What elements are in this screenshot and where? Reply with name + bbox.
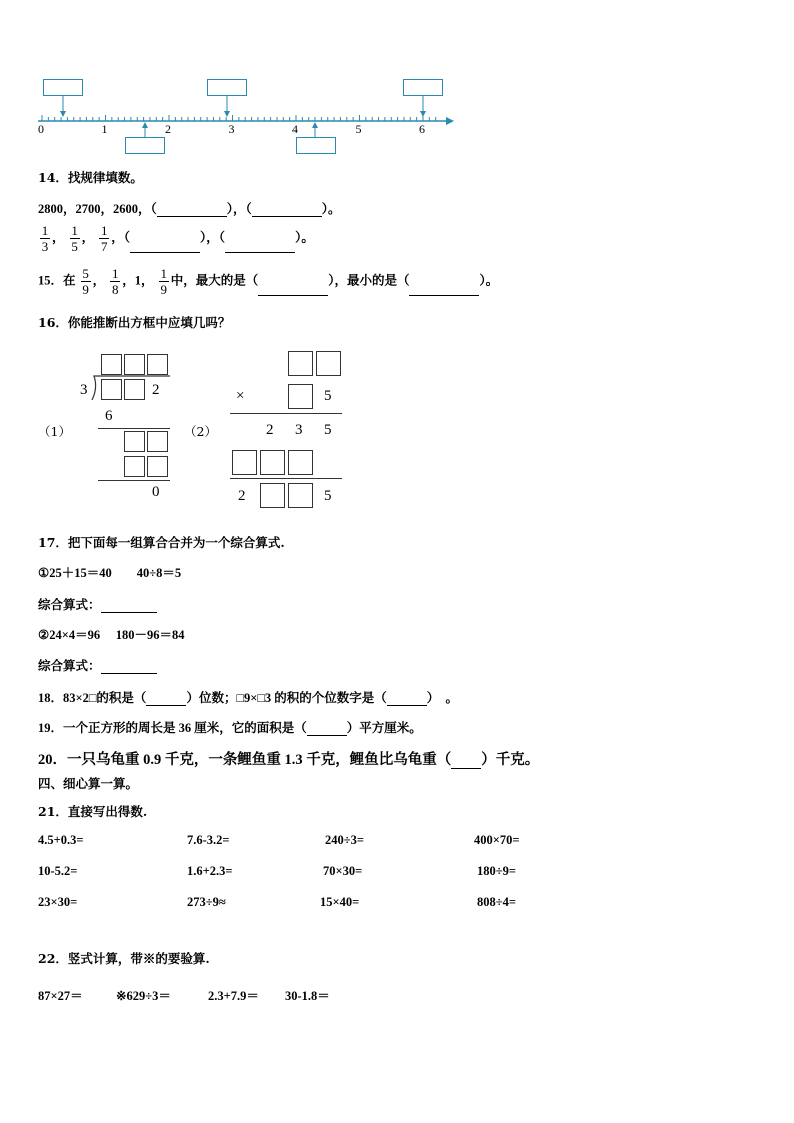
q14-blank-2[interactable]: [252, 216, 322, 217]
q15-frac-1: $\frac{5}{9}$: [82, 266, 89, 297]
number-line-label-6: 6: [419, 122, 425, 136]
q18-line: 18．83×2□的积是（ ）位数；□9×□3 的积的个位数字是（ ） 。: [38, 691, 459, 705]
q16-multiplication-puzzle: [180, 340, 380, 510]
remainder-box-1[interactable]: [124, 431, 145, 452]
q14-frac-3: $\frac{1}{7}$: [101, 223, 108, 254]
q20-line: 20．一只乌龟重 0.9 千克，一条鲤鱼重 1.3 千克，鲤鱼比乌龟重（ ）千克。: [38, 752, 540, 768]
q21-cell-2-3: 70×30=: [323, 864, 363, 878]
q21-cell-1-3: 240÷3=: [325, 833, 364, 847]
result-digit-5: 5: [324, 488, 332, 504]
divisor-digit: 3: [80, 382, 88, 398]
q14-frac-1: $\frac{1}{3}$: [41, 223, 49, 254]
answer-box-d[interactable]: [296, 137, 336, 154]
q17-label-2: 综合算式：: [38, 658, 101, 673]
number-line-figure: [0, 70, 794, 160]
q14-blank-3[interactable]: [130, 252, 200, 253]
q21-title: 21．直接写出得数.: [38, 804, 148, 819]
partial-digit-5: 5: [324, 422, 332, 438]
partial2-box-3[interactable]: [288, 450, 313, 475]
mul-second-digit-5: 5: [324, 388, 332, 404]
number-line-label-3: 3: [228, 122, 235, 136]
number-line-label-4: 4: [292, 122, 298, 136]
q14-row1-text: 2800，2700，2600，（: [38, 202, 157, 216]
number-line-label-2: 2: [165, 122, 171, 136]
q18-blank-2[interactable]: [387, 705, 427, 706]
q22-item-1: 87×27＝: [38, 989, 83, 1003]
subtract-box-1[interactable]: [124, 456, 145, 477]
final-remainder-0: 0: [152, 484, 160, 500]
partial2-box-1[interactable]: [232, 450, 257, 475]
q14-blank-4[interactable]: [225, 252, 295, 253]
q15-blank-min[interactable]: [409, 295, 479, 296]
q14-title: 14．找规律填数。: [38, 170, 143, 185]
q17-title: 17．把下面每一组算合合并为一个综合算式.: [38, 535, 285, 550]
q14-blank-1[interactable]: [157, 216, 227, 217]
mul-top-box-1[interactable]: [288, 351, 313, 376]
dividend-box-2[interactable]: [124, 379, 145, 400]
q15-blank-max[interactable]: [258, 295, 328, 296]
result-box-2[interactable]: [288, 483, 313, 508]
q14-row1: 2800，2700，2600，（ ），（ ）。: [38, 202, 341, 216]
division-line-2: [98, 480, 170, 481]
number-line-label-0: 0: [38, 122, 44, 136]
q17-answer-2: [38, 656, 157, 674]
q16-label-2: （2）: [184, 424, 217, 439]
quotient-box-3[interactable]: [147, 354, 168, 375]
q15-line: 15．在 $\frac{5}{9}$ ， $\frac{1}{8}$ ，1， $\frac{1}{9}$ 中，最大的是（ ），最小的是（ ）。: [38, 266, 499, 297]
number-line-svg: [0, 70, 794, 160]
q22-item-4: 30-1.8＝: [285, 989, 330, 1003]
q18-blank-1[interactable]: [146, 705, 186, 706]
q21-cell-2-4: 180÷9=: [477, 864, 516, 878]
q15-frac-2: $\frac{1}{8}$: [112, 266, 119, 297]
q21-cell-1-4: 400×70=: [474, 833, 520, 847]
q17-blank-1[interactable]: [101, 612, 157, 613]
dividend-box-1[interactable]: [101, 379, 122, 400]
q17-label-1: 综合算式：: [38, 597, 101, 612]
q20-blank[interactable]: [451, 768, 481, 769]
partial-digit-6: 6: [105, 408, 113, 424]
q17-line-2: ②24×4＝96 180－96＝84: [38, 628, 185, 642]
q21-cell-3-1: 23×30=: [38, 895, 78, 909]
partial-digit-2: 2: [266, 422, 274, 438]
mul-second-box[interactable]: [288, 384, 313, 409]
q15-frac-3: $\frac{1}{9}$: [160, 266, 167, 297]
mul-line-1: [230, 413, 342, 414]
q21-cell-1-2: 7.6-3.2=: [187, 833, 230, 847]
result-box-1[interactable]: [260, 483, 285, 508]
quotient-box-2[interactable]: [124, 354, 145, 375]
number-line-arrowhead: [446, 117, 454, 125]
times-sign: ×: [236, 388, 245, 404]
q16-label-1: （1）: [38, 424, 71, 439]
partial2-box-2[interactable]: [260, 450, 285, 475]
q21-cell-1-1: 4.5+0.3=: [38, 833, 84, 847]
q21-cell-3-4: 808÷4=: [477, 895, 516, 909]
division-line-1: [98, 428, 170, 429]
q21-cell-2-2: 1.6+2.3=: [187, 864, 233, 878]
dividend-digit-2: 2: [152, 382, 160, 398]
q17-blank-2[interactable]: [101, 673, 157, 674]
partial-digit-3: 3: [295, 422, 303, 438]
q16-title: 16．你能推断出方框中应填几吗？: [38, 315, 231, 330]
q19-line: 19．一个正方形的周长是 36 厘米，它的面积是（ ）平方厘米。: [38, 721, 422, 735]
result-digit-2: 2: [238, 488, 246, 504]
remainder-box-2[interactable]: [147, 431, 168, 452]
subtract-box-2[interactable]: [147, 456, 168, 477]
q22-title: 22．竖式计算，带※的要验算.: [38, 951, 210, 966]
q14-frac-2: $\frac{1}{5}$: [71, 223, 78, 254]
q17-answer-1: [38, 595, 157, 613]
section-4-heading: 四、细心算一算。: [38, 776, 139, 791]
q21-cell-3-2: 273÷9≈: [187, 895, 226, 909]
q17-line-1: ①25＋15＝40 40÷8＝5: [38, 566, 182, 580]
q14-row2: $\frac{1}{3}$ ， $\frac{1}{5}$ ， $\frac{1}{7}$ ，（ ），（ ）。: [41, 223, 314, 254]
answer-box-b[interactable]: [125, 137, 165, 154]
mul-top-box-2[interactable]: [316, 351, 341, 376]
number-line-label-5: 5: [355, 122, 362, 136]
q19-blank[interactable]: [307, 735, 347, 736]
q21-cell-2-1: 10-5.2=: [38, 864, 78, 878]
answer-box-e[interactable]: [403, 79, 443, 96]
quotient-box-1[interactable]: [101, 354, 122, 375]
number-line-label-1: 1: [101, 122, 108, 136]
answer-box-c[interactable]: [207, 79, 247, 96]
q22-item-2: ※629÷3＝: [116, 989, 171, 1003]
q21-cell-3-3: 15×40=: [320, 895, 360, 909]
mul-line-2: [230, 478, 342, 479]
answer-box-a[interactable]: [43, 79, 83, 96]
q22-item-3: 2.3+7.9＝: [208, 989, 259, 1003]
